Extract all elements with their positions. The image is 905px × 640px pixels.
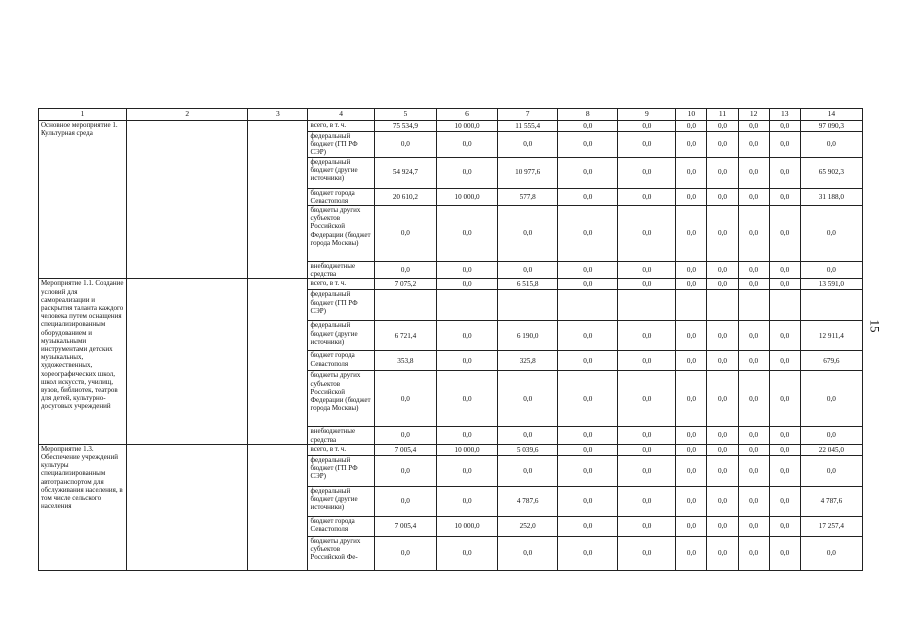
value-cell: 0,0 xyxy=(618,444,676,455)
value-cell: 0,0 xyxy=(498,132,558,158)
value-cell: 0,0 xyxy=(738,262,769,279)
empty-cell xyxy=(127,121,248,279)
value-cell xyxy=(707,290,738,321)
funding-source: федеральный бюджет (ГП РФ СЭР) xyxy=(308,132,374,158)
item-title: Основное мероприятие 1. Культурная среда xyxy=(39,121,127,279)
value-cell: 0,0 xyxy=(436,321,497,351)
value-cell: 0,0 xyxy=(676,321,707,351)
value-cell: 0,0 xyxy=(618,516,676,536)
header-cell: 1 xyxy=(39,109,127,121)
value-cell: 0,0 xyxy=(498,427,558,444)
value-cell: 0,0 xyxy=(558,157,618,188)
value-cell: 0,0 xyxy=(769,188,800,205)
value-cell: 0,0 xyxy=(707,157,738,188)
value-cell: 577,8 xyxy=(498,188,558,205)
value-cell: 65 902,3 xyxy=(800,157,862,188)
value-cell: 0,0 xyxy=(738,132,769,158)
table-row xyxy=(39,121,863,132)
value-cell xyxy=(558,290,618,321)
value-cell: 0,0 xyxy=(436,279,497,290)
item-title: Мероприятие 1.1. Создание условий для самореализации и раскрытия таланта каждого человека путем оснащения специализированным оборудованием и музыкальными инструментами детских музыкальных, художественных, хореографических школ, школ искусств, училищ, вузов, библиотек, театров для детей, культурно-досуговых учреждений xyxy=(39,279,127,444)
value-cell: 0,0 xyxy=(558,121,618,132)
value-cell: 0,0 xyxy=(618,121,676,132)
value-cell: 0,0 xyxy=(738,188,769,205)
value-cell: 0,0 xyxy=(800,206,862,262)
value-cell xyxy=(436,290,497,321)
value-cell: 6 190,0 xyxy=(498,321,558,351)
value-cell: 0,0 xyxy=(676,427,707,444)
value-cell: 0,0 xyxy=(374,536,436,570)
value-cell: 0,0 xyxy=(676,206,707,262)
value-cell: 0,0 xyxy=(769,157,800,188)
value-cell: 97 090,3 xyxy=(800,121,862,132)
value-cell: 0,0 xyxy=(676,455,707,486)
value-cell: 0,0 xyxy=(769,486,800,516)
value-cell: 0,0 xyxy=(558,132,618,158)
value-cell: 0,0 xyxy=(436,206,497,262)
header-cell: 9 xyxy=(618,109,676,121)
value-cell: 0,0 xyxy=(769,321,800,351)
value-cell: 0,0 xyxy=(738,351,769,371)
header-cell: 14 xyxy=(800,109,862,121)
value-cell: 4 787,6 xyxy=(800,486,862,516)
value-cell: 10 977,6 xyxy=(498,157,558,188)
value-cell: 0,0 xyxy=(707,516,738,536)
value-cell: 0,0 xyxy=(707,427,738,444)
value-cell: 0,0 xyxy=(374,455,436,486)
value-cell: 0,0 xyxy=(618,536,676,570)
value-cell: 0,0 xyxy=(707,455,738,486)
funding-source: бюджеты других субъектов Российской Фе- xyxy=(308,536,374,570)
value-cell: 0,0 xyxy=(374,262,436,279)
value-cell: 0,0 xyxy=(618,279,676,290)
value-cell: 0,0 xyxy=(769,279,800,290)
value-cell: 0,0 xyxy=(800,536,862,570)
value-cell: 0,0 xyxy=(707,188,738,205)
funding-source: федеральный бюджет (ГП РФ СЭР) xyxy=(308,290,374,321)
value-cell: 10 000,0 xyxy=(436,188,497,205)
value-cell: 10 000,0 xyxy=(436,444,497,455)
value-cell: 10 000,0 xyxy=(436,121,497,132)
value-cell: 0,0 xyxy=(707,444,738,455)
value-cell: 0,0 xyxy=(769,455,800,486)
value-cell: 0,0 xyxy=(374,371,436,427)
value-cell: 0,0 xyxy=(738,157,769,188)
value-cell: 0,0 xyxy=(558,516,618,536)
value-cell: 20 610,2 xyxy=(374,188,436,205)
value-cell: 0,0 xyxy=(738,486,769,516)
item-title: Мероприятие 1.3. Обеспечение учреждений культуры специализированным автотранспортом для обслуживания населения, в том числе сельского населения xyxy=(39,444,127,570)
value-cell: 4 787,6 xyxy=(498,486,558,516)
funding-source: бюджеты других субъектов Российской Федерации (бюджет города Москвы) xyxy=(308,371,374,427)
value-cell: 0,0 xyxy=(676,516,707,536)
value-cell: 0,0 xyxy=(558,351,618,371)
funding-source: бюджет города Севастополя xyxy=(308,516,374,536)
value-cell: 0,0 xyxy=(676,188,707,205)
table-row xyxy=(39,279,863,290)
value-cell: 0,0 xyxy=(558,536,618,570)
value-cell: 0,0 xyxy=(558,427,618,444)
value-cell: 12 911,4 xyxy=(800,321,862,351)
value-cell: 0,0 xyxy=(676,486,707,516)
header-cell: 5 xyxy=(374,109,436,121)
value-cell: 0,0 xyxy=(436,427,497,444)
value-cell xyxy=(738,290,769,321)
value-cell xyxy=(800,290,862,321)
value-cell: 0,0 xyxy=(707,351,738,371)
value-cell: 17 257,4 xyxy=(800,516,862,536)
value-cell: 0,0 xyxy=(558,455,618,486)
value-cell xyxy=(769,290,800,321)
value-cell: 0,0 xyxy=(676,132,707,158)
value-cell: 0,0 xyxy=(707,132,738,158)
funding-source: федеральный бюджет (другие источники) xyxy=(308,157,374,188)
value-cell: 0,0 xyxy=(618,321,676,351)
funding-source: внебюджетные средства xyxy=(308,262,374,279)
table-row xyxy=(39,444,863,455)
value-cell: 0,0 xyxy=(558,321,618,351)
empty-cell xyxy=(248,279,308,444)
value-cell: 5 039,6 xyxy=(498,444,558,455)
value-cell: 0,0 xyxy=(676,371,707,427)
funding-source: федеральный бюджет (другие источники) xyxy=(308,321,374,351)
empty-cell xyxy=(127,279,248,444)
value-cell: 0,0 xyxy=(769,132,800,158)
value-cell: 0,0 xyxy=(800,455,862,486)
value-cell: 0,0 xyxy=(436,536,497,570)
header-row xyxy=(39,109,863,121)
value-cell: 0,0 xyxy=(618,188,676,205)
value-cell: 0,0 xyxy=(558,188,618,205)
header-cell: 10 xyxy=(676,109,707,121)
value-cell: 0,0 xyxy=(738,321,769,351)
value-cell: 0,0 xyxy=(618,206,676,262)
value-cell: 0,0 xyxy=(676,279,707,290)
value-cell xyxy=(498,290,558,321)
value-cell: 0,0 xyxy=(618,455,676,486)
value-cell xyxy=(618,290,676,321)
value-cell: 0,0 xyxy=(738,444,769,455)
value-cell: 0,0 xyxy=(374,206,436,262)
page-number: 15 xyxy=(867,319,883,333)
value-cell: 0,0 xyxy=(769,444,800,455)
value-cell: 75 534,9 xyxy=(374,121,436,132)
header-cell: 4 xyxy=(308,109,374,121)
value-cell: 0,0 xyxy=(618,157,676,188)
budget-table xyxy=(38,108,863,571)
value-cell: 6 515,8 xyxy=(498,279,558,290)
funding-source: всего, в т. ч. xyxy=(308,279,374,290)
funding-source: федеральный бюджет (другие источники) xyxy=(308,486,374,516)
funding-source: бюджет города Севастополя xyxy=(308,351,374,371)
value-cell: 0,0 xyxy=(498,536,558,570)
value-cell: 0,0 xyxy=(676,444,707,455)
empty-cell xyxy=(248,444,308,570)
value-cell: 0,0 xyxy=(707,486,738,516)
value-cell: 0,0 xyxy=(498,262,558,279)
value-cell: 0,0 xyxy=(436,455,497,486)
value-cell: 0,0 xyxy=(707,321,738,351)
value-cell: 13 591,0 xyxy=(800,279,862,290)
funding-source: бюджет города Севастополя xyxy=(308,188,374,205)
value-cell: 11 555,4 xyxy=(498,121,558,132)
value-cell: 0,0 xyxy=(558,444,618,455)
value-cell: 0,0 xyxy=(707,206,738,262)
value-cell: 0,0 xyxy=(707,121,738,132)
value-cell: 0,0 xyxy=(618,262,676,279)
value-cell: 0,0 xyxy=(676,121,707,132)
value-cell: 0,0 xyxy=(436,157,497,188)
value-cell: 252,0 xyxy=(498,516,558,536)
value-cell: 31 188,0 xyxy=(800,188,862,205)
value-cell: 0,0 xyxy=(436,486,497,516)
header-cell: 3 xyxy=(248,109,308,121)
funding-source: всего, в т. ч. xyxy=(308,444,374,455)
funding-source: всего, в т. ч. xyxy=(308,121,374,132)
value-cell: 10 000,0 xyxy=(436,516,497,536)
header-cell: 13 xyxy=(769,109,800,121)
header-cell: 8 xyxy=(558,109,618,121)
value-cell: 0,0 xyxy=(800,427,862,444)
header-cell: 2 xyxy=(127,109,248,121)
value-cell: 0,0 xyxy=(769,206,800,262)
value-cell: 7 005,4 xyxy=(374,444,436,455)
value-cell: 0,0 xyxy=(707,262,738,279)
value-cell: 0,0 xyxy=(374,486,436,516)
value-cell: 0,0 xyxy=(436,371,497,427)
value-cell: 0,0 xyxy=(738,455,769,486)
value-cell: 0,0 xyxy=(676,157,707,188)
value-cell: 679,6 xyxy=(800,351,862,371)
value-cell: 0,0 xyxy=(769,536,800,570)
value-cell: 0,0 xyxy=(618,351,676,371)
value-cell: 0,0 xyxy=(676,536,707,570)
value-cell xyxy=(374,290,436,321)
value-cell: 0,0 xyxy=(738,516,769,536)
header-cell: 6 xyxy=(436,109,497,121)
value-cell: 0,0 xyxy=(558,206,618,262)
funding-source: федеральный бюджет (ГП РФ СЭР) xyxy=(308,455,374,486)
value-cell: 0,0 xyxy=(800,132,862,158)
funding-source: внебюджетные средства xyxy=(308,427,374,444)
header-cell: 12 xyxy=(738,109,769,121)
value-cell: 0,0 xyxy=(707,279,738,290)
value-cell: 0,0 xyxy=(436,351,497,371)
value-cell: 7 005,4 xyxy=(374,516,436,536)
empty-cell xyxy=(127,444,248,570)
funding-source: бюджеты других субъектов Российской Федерации (бюджет города Москвы) xyxy=(308,206,374,262)
value-cell: 0,0 xyxy=(738,427,769,444)
value-cell xyxy=(676,290,707,321)
value-cell: 0,0 xyxy=(738,536,769,570)
value-cell: 0,0 xyxy=(618,486,676,516)
value-cell: 0,0 xyxy=(498,455,558,486)
value-cell: 7 075,2 xyxy=(374,279,436,290)
value-cell: 0,0 xyxy=(707,371,738,427)
value-cell: 0,0 xyxy=(618,132,676,158)
value-cell: 0,0 xyxy=(374,427,436,444)
value-cell: 0,0 xyxy=(769,427,800,444)
value-cell: 0,0 xyxy=(769,516,800,536)
value-cell: 325,8 xyxy=(498,351,558,371)
value-cell: 0,0 xyxy=(769,262,800,279)
value-cell: 0,0 xyxy=(769,121,800,132)
value-cell: 6 721,4 xyxy=(374,321,436,351)
value-cell: 0,0 xyxy=(738,279,769,290)
value-cell: 0,0 xyxy=(676,262,707,279)
value-cell: 0,0 xyxy=(707,536,738,570)
value-cell: 54 924,7 xyxy=(374,157,436,188)
value-cell: 0,0 xyxy=(374,132,436,158)
header-cell: 7 xyxy=(498,109,558,121)
value-cell: 0,0 xyxy=(498,371,558,427)
value-cell: 0,0 xyxy=(800,262,862,279)
value-cell: 0,0 xyxy=(618,371,676,427)
value-cell: 0,0 xyxy=(769,351,800,371)
value-cell: 0,0 xyxy=(738,371,769,427)
value-cell: 0,0 xyxy=(769,371,800,427)
value-cell: 0,0 xyxy=(800,371,862,427)
value-cell: 0,0 xyxy=(498,206,558,262)
value-cell: 0,0 xyxy=(676,351,707,371)
value-cell: 353,8 xyxy=(374,351,436,371)
value-cell: 0,0 xyxy=(738,206,769,262)
value-cell: 0,0 xyxy=(558,279,618,290)
value-cell: 0,0 xyxy=(558,371,618,427)
value-cell: 0,0 xyxy=(558,486,618,516)
header-cell: 11 xyxy=(707,109,738,121)
value-cell: 22 045,0 xyxy=(800,444,862,455)
value-cell: 0,0 xyxy=(738,121,769,132)
value-cell: 0,0 xyxy=(558,262,618,279)
value-cell: 0,0 xyxy=(436,132,497,158)
empty-cell xyxy=(248,121,308,279)
value-cell: 0,0 xyxy=(618,427,676,444)
value-cell: 0,0 xyxy=(436,262,497,279)
